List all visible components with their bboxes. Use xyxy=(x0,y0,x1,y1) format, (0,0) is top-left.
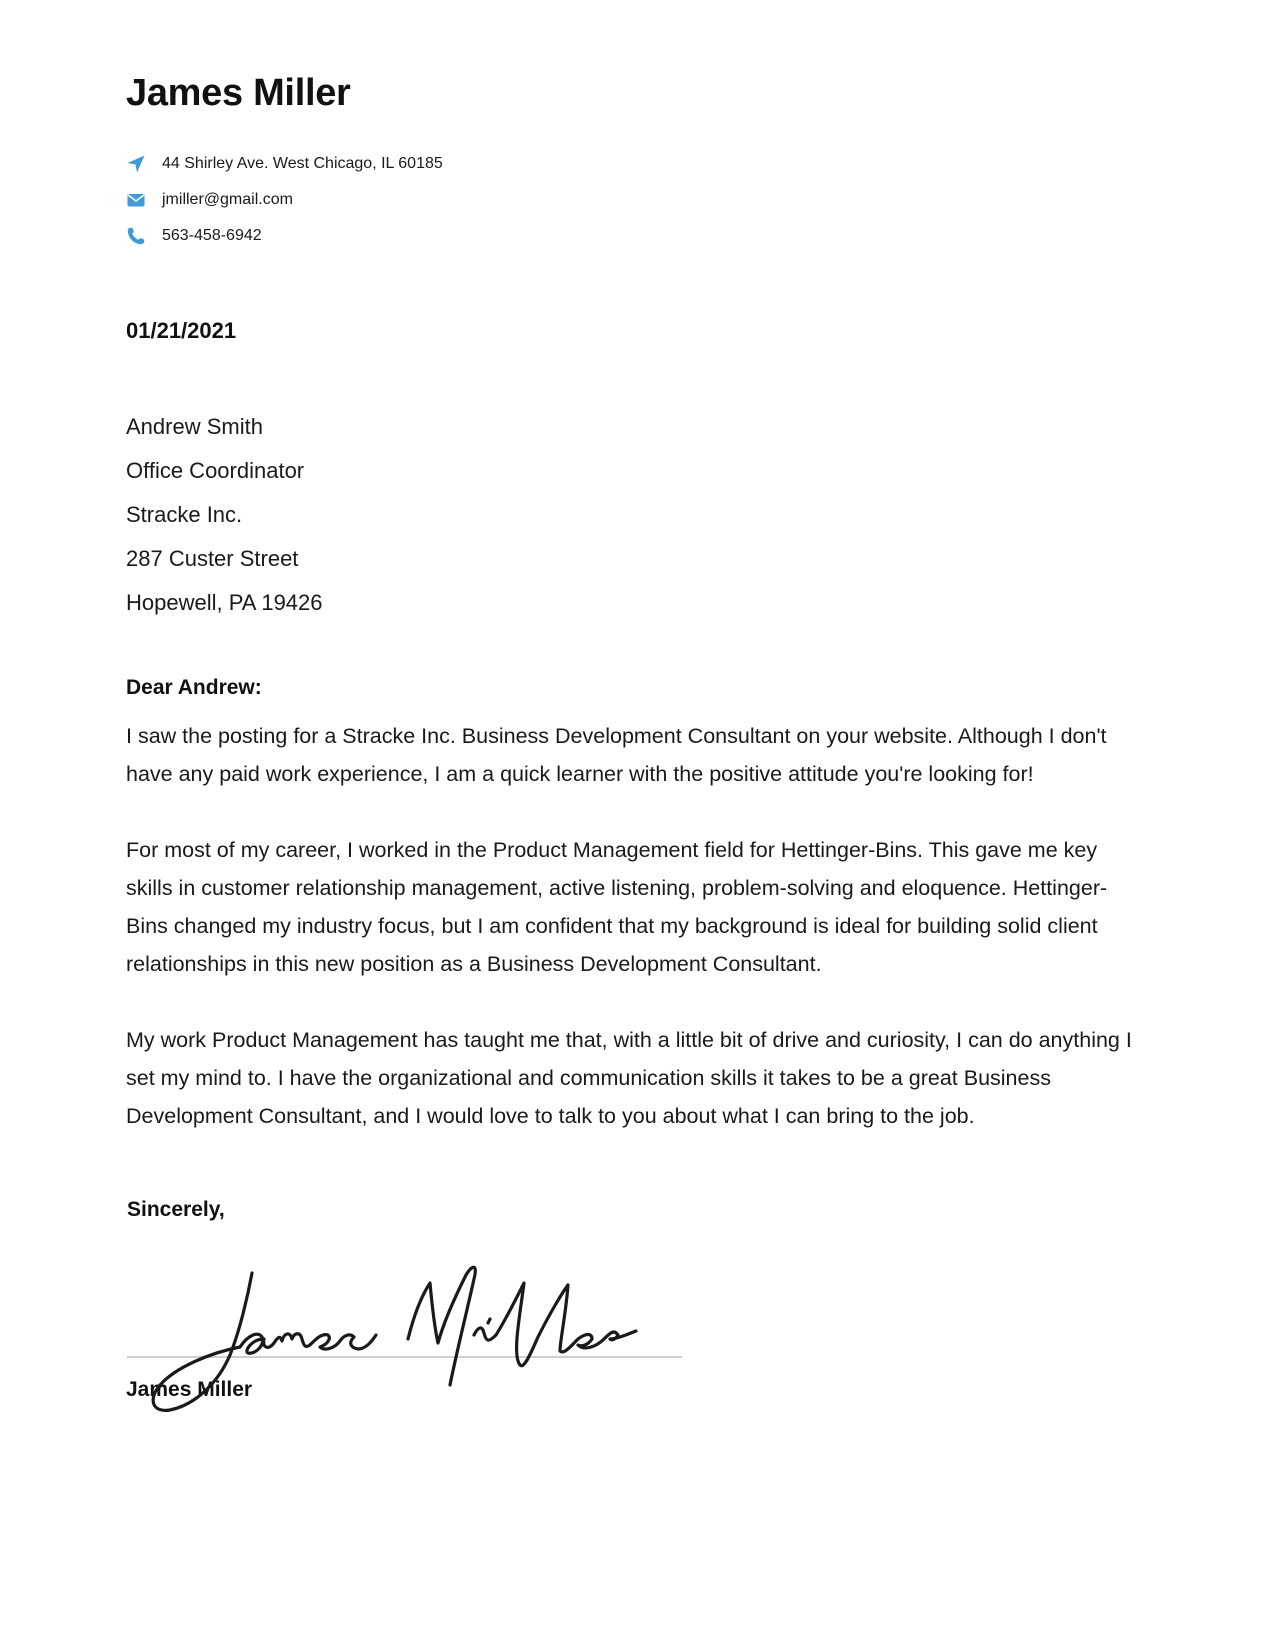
sender-phone: 563-458-6942 xyxy=(162,227,262,244)
contact-phone-row xyxy=(126,218,443,254)
handwritten-signature xyxy=(140,1255,680,1415)
recipient-title: Office Coordinator xyxy=(126,458,305,483)
recipient-street: 287 Custer Street xyxy=(126,546,299,571)
letter-date: 01/21/2021 xyxy=(126,318,237,343)
recipient-city-state-zip: Hopewell, PA 19426 xyxy=(126,590,323,615)
contact-address-row xyxy=(126,146,443,182)
contact-email-row xyxy=(126,182,443,218)
recipient-block xyxy=(126,405,323,625)
location-arrow-icon xyxy=(126,154,146,174)
printed-name: James Miller xyxy=(126,1378,253,1401)
body-paragraph: I saw the posting for a Stracke Inc. Business Development Consultant on your website. Although I don't have any paid work experience, I am a quick learner with the positive attitude you're looking for! xyxy=(126,724,1107,786)
phone-icon xyxy=(126,226,146,246)
letter-body xyxy=(126,717,1146,1173)
body-paragraph: For most of my career, I worked in the Product Management field for Hettinger-Bins. This gave me key skills in customer relationship management, active listening, problem-solving and eloquence. Hettinger-Bins changed my industry focus, but I am confident that my background is ideal for building solid client relationships in this new position as a Business Development Consultant. xyxy=(126,838,1108,976)
envelope-icon xyxy=(126,190,146,210)
sender-name: James Miller xyxy=(126,72,351,114)
body-paragraph: My work Product Management has taught me that, with a little bit of drive and curiosity, I can do anything I set my mind to. I have the organizational and communication skills it takes to be a great Business Development Consultant, and I would love to talk to you about what I can bring to the job. xyxy=(126,1028,1132,1128)
closing: Sincerely, xyxy=(127,1198,225,1221)
sender-address: 44 Shirley Ave. West Chicago, IL 60185 xyxy=(162,155,443,172)
contact-info xyxy=(126,146,443,254)
salutation: Dear Andrew: xyxy=(126,676,262,699)
recipient-name: Andrew Smith xyxy=(126,414,263,439)
recipient-company: Stracke Inc. xyxy=(126,502,243,527)
sender-email: jmiller@gmail.com xyxy=(162,191,293,208)
